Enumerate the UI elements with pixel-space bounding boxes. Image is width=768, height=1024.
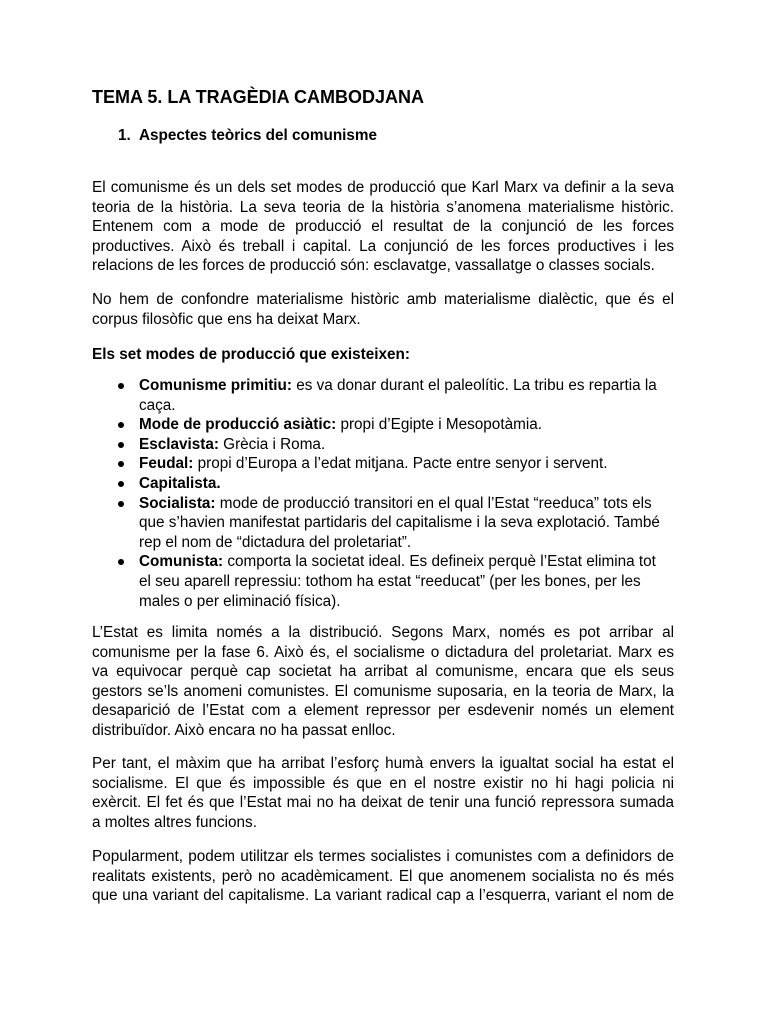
list-item-text: propi d’Egipte i Mesopotàmia. bbox=[336, 416, 542, 434]
list-item-line bbox=[139, 415, 679, 435]
paragraph-line: a moltes altres funcions. bbox=[92, 813, 257, 831]
list-item-text: es va donar durant el paleolític. La tribu es repartia la bbox=[291, 377, 657, 394]
list-item-term: Comunisme primitiu: bbox=[139, 377, 292, 394]
list-item-term: Feudal: bbox=[139, 455, 194, 473]
paragraph-modes-of-production bbox=[92, 178, 674, 276]
list-item-line: que s’havien manifestat partidaris del capitalisme i la seva explotació. També bbox=[139, 514, 660, 532]
bullet-icon bbox=[118, 461, 124, 467]
list-item-text: propi d’Europa a l’edat mitjana. Pacte entre senyor i servent. bbox=[193, 455, 608, 473]
list-item-text: mode de producció transitori en el qual l’Estat “reeduca” tots els bbox=[215, 494, 652, 512]
paragraph-line: realitats existents, però no acadèmicament. El que anomenem socialista no és més bbox=[92, 867, 674, 885]
list-item-term: Esclavista: bbox=[139, 435, 219, 453]
paragraph-line: Popularment, podem utilitzar els termes socialistes i comunistes com a definidors de bbox=[92, 848, 674, 865]
bullet-icon bbox=[118, 383, 124, 389]
paragraph-socialism bbox=[92, 754, 674, 832]
paragraph-materialism bbox=[92, 290, 674, 329]
list-item-line bbox=[139, 376, 679, 396]
paragraph-line: teoria de la història. La seva teoria de la història s’anomena materialisme històric. bbox=[92, 198, 674, 216]
paragraph-state bbox=[92, 623, 674, 741]
list-item bbox=[139, 454, 679, 474]
list-item-term: Socialista: bbox=[139, 494, 216, 512]
paragraph-line: gestors se’ls anomeni comunistes. El comunisme suposaria, en la teoria de Marx, la bbox=[92, 682, 674, 700]
paragraph-line: corpus filosòfic que ens ha deixat Marx. bbox=[92, 310, 361, 328]
list-item bbox=[139, 474, 679, 494]
modes-list bbox=[139, 376, 679, 611]
section-heading bbox=[0, 126, 768, 146]
paragraph-line: L’Estat es limita només a la distribució. Segons Marx, només es pot arribar al bbox=[92, 624, 674, 641]
paragraph-line: Entenem com a mode de producció el resultat de la conjunció de les forces bbox=[92, 218, 674, 236]
paragraph-line: distribuïdor. Això encara no ha passat enlloc. bbox=[92, 721, 396, 739]
list-item bbox=[139, 552, 679, 611]
list-item bbox=[139, 435, 679, 455]
list-item-term: Capitalista. bbox=[139, 474, 221, 492]
paragraph-line: que una variant del capitalisme. La variant radical cap a l’esquerra, variant el nom de bbox=[92, 887, 674, 905]
paragraph-line: socialisme. El que és impossible és que en el nostre existir no hi hagi policia ni bbox=[92, 774, 674, 792]
list-item bbox=[139, 415, 679, 435]
bullet-icon bbox=[118, 422, 124, 428]
list-item-line bbox=[139, 435, 679, 455]
bullet-icon bbox=[118, 501, 124, 507]
list-intro: Els set modes de producció que existeixen: bbox=[92, 346, 410, 363]
list-item-line bbox=[139, 474, 679, 494]
list-item-term: Comunista: bbox=[139, 553, 224, 571]
document-title: TEMA 5. LA TRAGÈDIA CAMBODJANA bbox=[92, 87, 424, 107]
paragraph-line: desaparició de l’Estat com a element repressor per esdevenir només un element bbox=[92, 702, 674, 720]
bullet-icon bbox=[118, 481, 124, 487]
paragraph-line: No hem de confondre materialisme històric amb materialisme dialèctic, que és el bbox=[92, 291, 674, 308]
paragraph-line: Per tant, el màxim que ha arribat l’esforç humà envers la igualtat social ha estat el bbox=[92, 755, 674, 772]
paragraph-line: comunisme per la fase 6. Això és, el socialisme o dictadura del proletariat. Marx es bbox=[92, 643, 674, 661]
list-item-line bbox=[139, 552, 679, 572]
list-item-term: Mode de producció asiàtic: bbox=[139, 416, 337, 434]
list-item-line: males o per eliminació física). bbox=[139, 592, 341, 610]
list-item-line: el seu aparell repressiu: tothom ha estat “reeducat” (per les bones, per les bbox=[139, 572, 641, 590]
paragraph-terminology bbox=[92, 847, 674, 906]
section-number: 1. bbox=[118, 127, 131, 144]
list-item bbox=[139, 494, 679, 553]
list-item-text: Grècia i Roma. bbox=[218, 435, 326, 453]
paragraph-line: productives. Això és treball i capital. La conjunció de les forces productives i les bbox=[92, 237, 674, 255]
list-item-line bbox=[139, 494, 679, 514]
list-item-line: caça. bbox=[139, 396, 176, 414]
paragraph-line: va equivocar perquè cap societat ha arribat al comunisme, encara que els seus bbox=[92, 663, 674, 681]
section-heading-text: Aspectes teòrics del comunisme bbox=[139, 127, 378, 144]
paragraph-line: exèrcit. El fet és que l’Estat mai no ha deixat de tenir una funció repressora sumada bbox=[92, 794, 674, 812]
list-item-text: comporta la societat ideal. Es defineix perquè l’Estat elimina tot bbox=[223, 553, 656, 571]
bullet-icon bbox=[118, 559, 124, 565]
paragraph-line: El comunisme és un dels set modes de producció que Karl Marx va definir a la seva bbox=[92, 179, 674, 196]
list-item bbox=[139, 376, 679, 415]
paragraph-line: relacions de les forces de producció són: esclavatge, vassallatge o classes socials. bbox=[92, 257, 655, 275]
list-item-line bbox=[139, 454, 679, 474]
bullet-icon bbox=[118, 442, 124, 448]
list-item-line: rep el nom de “dictadura del proletariat”. bbox=[139, 533, 412, 551]
